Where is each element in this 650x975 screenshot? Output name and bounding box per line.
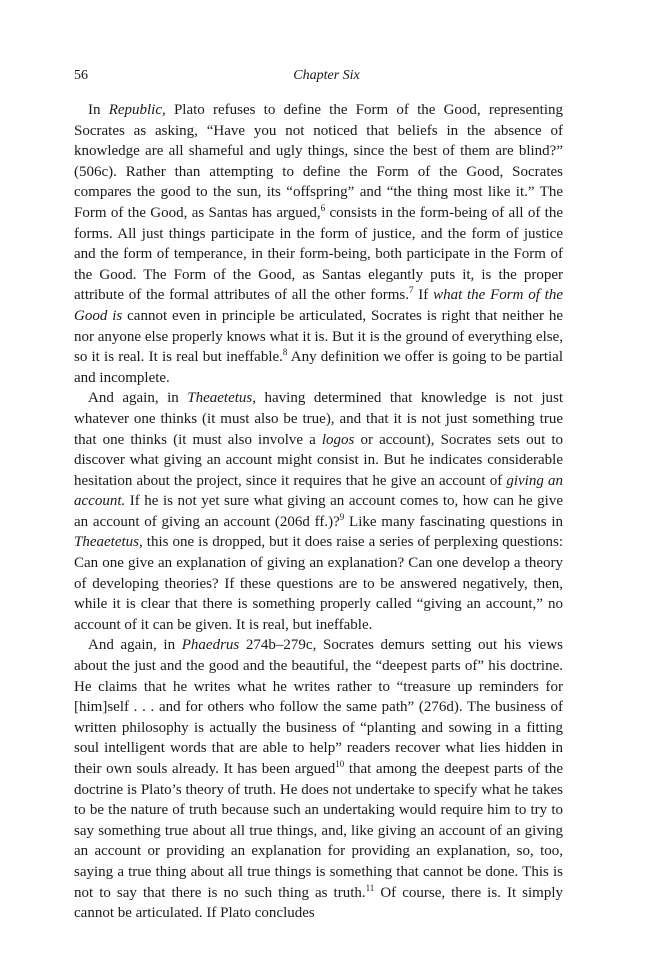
italic-text: Phaedrus xyxy=(181,637,240,654)
text-run: Of course, there is. It simply cannot be articulated. If Plato concludes xyxy=(74,884,563,922)
text-run: In xyxy=(88,102,109,118)
running-head xyxy=(74,68,579,86)
paragraph xyxy=(74,635,563,923)
text-run: consists in the form-being of all of the forms. All just things participate in the form of justice, and the form of justice and the form of temperance, in their form-being, both participate in the Form of the Good. The Form of the Good, as Santas elegantly puts it, is the proper attribute of the formal attributes of all the other forms. xyxy=(74,204,563,304)
italic-text: Republic xyxy=(108,102,163,118)
footnote-marker: 6 xyxy=(320,202,326,213)
text-run: , this one is dropped, but it does raise a series of perplexing questions: Can one give an explanation of giving an explanation? Can one develop a theory of developing theories? If these questions are to be answered negatively, then, while it is clear that there is something properly called “giving an account,” no account of it can be given. It is real, but ineffable. xyxy=(74,534,563,633)
text-run: or account), Socrates sets out to discover what giving an account might consist in. But he indicates considerable hesitation about the project, since it requires that he give an account of xyxy=(74,431,563,489)
text-run: Like many fascinating questions in xyxy=(344,513,563,530)
text-run: that among the deepest parts of the doctrine is Plato’s theory of truth. He does not undertake to specify what he takes to be the nature of truth because such an undertaking would require him to try to say something true about all true things, and, like giving an account of an giving an account or providing an explanation for providing an explanation, so, too, saying a true thing about all true things is something that cannot be done. This is not to say that there is no such thing as truth. xyxy=(74,761,563,901)
paragraph xyxy=(74,100,563,388)
text-run: 274b–279c, Socrates demurs setting out his views about the just and the good and the beautiful, the “deepest parts of” his doctrine. He claims that he writes what he writes rather to “treasure up reminders for [him]self . . . and for others who follow the same path” (276d). The business of written philosophy is actually the business of “planting and sowing in a fitting soul intelligent words that are able to help” readers recover what lies hidden in their own souls already. It has been argued xyxy=(74,637,563,777)
footnote-marker: 10 xyxy=(335,759,345,769)
chapter-title: Chapter Six xyxy=(293,68,360,83)
italic-text: giving an account. xyxy=(74,472,563,510)
italic-text: logos xyxy=(321,431,355,448)
footnote-marker: 8 xyxy=(282,347,288,358)
text-run: , having determined that knowledge is not just whatever one thinks (it must also be true), and that it is not just something true that one thinks (it must also involve a xyxy=(74,390,564,448)
text-run: And again, in xyxy=(88,390,188,407)
footnote-marker: 11 xyxy=(365,882,375,893)
page-number: 56 xyxy=(74,68,88,83)
italic-text: Theaetetus xyxy=(74,534,139,551)
text-run: If he is not yet sure what giving an account comes to, how can he give an account of giving an account (206d ff.)? xyxy=(74,493,563,530)
italic-text: what the Form of the Good is xyxy=(74,287,564,324)
paragraph xyxy=(74,388,563,635)
text-run: , Plato refuses to define the Form of the Good, representing Socrates as asking, “Have you not noticed that beliefs in the absence of knowledge are all shameful and ugly things, since the best of them are blind?” (506c). Rather than attempting to define the Form of the Good, Socrates compares the good to the sun, its “offspring” and “the thing most like it.” The Form of the Good, as Santas has argued, xyxy=(74,102,563,221)
footnote-marker: 7 xyxy=(409,285,414,296)
text-run: Any definition we offer is going to be partial and incomplete. xyxy=(74,349,563,386)
body-text xyxy=(74,100,563,924)
text-run: If xyxy=(413,287,434,304)
footnote-marker: 9 xyxy=(339,511,345,522)
text-run: And again, in xyxy=(88,637,182,654)
text-run: cannot even in principle be articulated, Socrates is right that neither he nor anyone else properly knows what it is. But it is the ground of everything else, so it is real. It is real but ineffable. xyxy=(74,307,563,366)
italic-text: Theaetetus xyxy=(187,390,253,407)
